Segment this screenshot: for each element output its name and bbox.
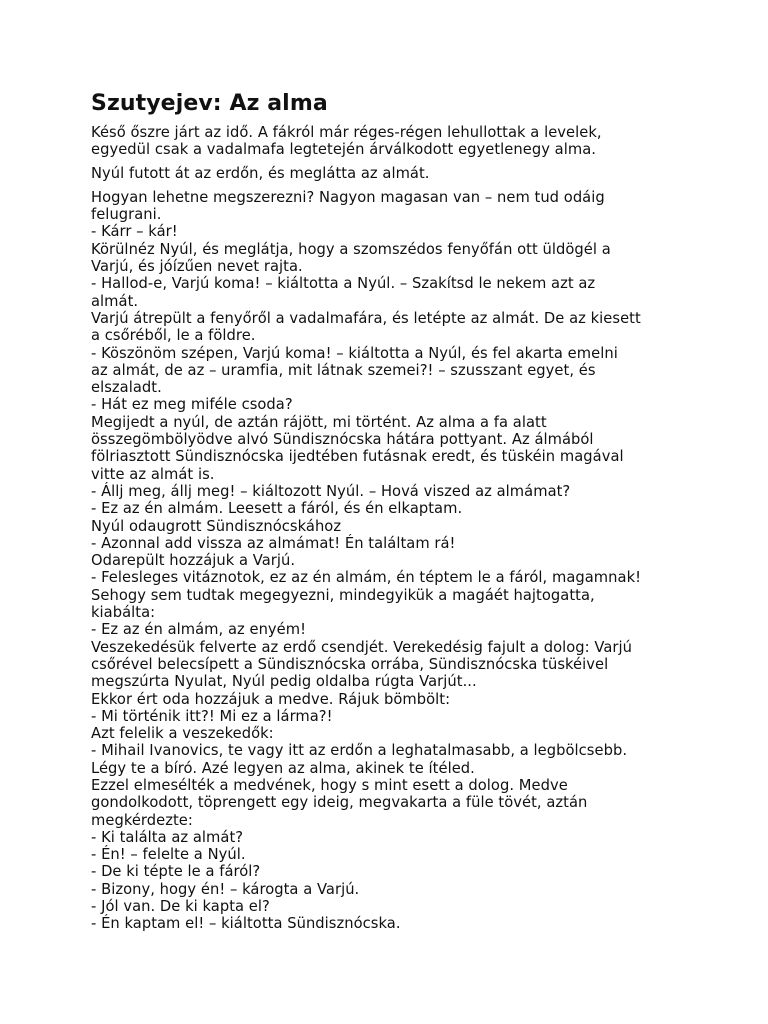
text-line: Megijedt a nyúl, de aztán rájött, mi történt. Az alma a fa alatt: [91, 413, 547, 431]
text-line: Veszekedésük felverte az erdő csendjét. Verekedésig fajult a dolog: Varjú: [91, 638, 632, 656]
text-line: - Hát ez meg miféle csoda?: [91, 396, 293, 414]
text-line: - Felesleges vitáznotok, ez az én almám, én téptem le a fáról, magamnak!: [91, 569, 642, 587]
text-line: - Ki találta az almát?: [91, 828, 244, 846]
text-line: - Köszönöm szépen, Varjú koma! – kiáltotta a Nyúl, és fel akarta emelni: [91, 344, 618, 362]
text-line: Ekkor ért oda hozzájuk a medve. Rájuk bömbölt:: [91, 690, 451, 708]
text-line: - Jól van. De ki kapta el?: [91, 898, 270, 916]
text-line: megszúrta Nyulat, Nyúl pedig oldalba rúgta Varjút...: [91, 673, 477, 691]
text-line: Varjú átrepült a fenyőről a vadalmafára, és letépte az almát. De az kiesett: [91, 309, 641, 327]
text-line: a csőréből, le a földre.: [91, 327, 256, 345]
text-line: - Én! – felelte a Nyúl.: [91, 846, 246, 864]
text-line: Nyúl odaugrott Sündisznócskához: [91, 517, 342, 535]
text-line: Nyúl futott át az erdőn, és meglátta az almát.: [91, 165, 430, 183]
text-line: vitte az almát is.: [91, 465, 215, 483]
intro-paragraph-1: [91, 124, 691, 159]
text-line: elszaladt.: [91, 379, 162, 397]
text-line: - Mi történik itt?! Mi ez a lárma?!: [91, 707, 333, 725]
text-line: Odarepült hozzájuk a Varjú.: [91, 552, 296, 570]
text-line: - Azonnal add vissza az almámat! Én találtam rá!: [91, 534, 456, 552]
text-line: megkérdezte:: [91, 811, 193, 829]
text-line: - Én kaptam el! – kiáltotta Sündisznócska.: [91, 915, 401, 933]
text-line: - Kárr – kár!: [91, 223, 178, 241]
text-line: Sehogy sem tudtak megegyezni, mindegyikük a magáét hajtogatta,: [91, 586, 595, 604]
intro-paragraph-2: [91, 165, 691, 182]
text-line: - Ez az én almám, az enyém!: [91, 621, 307, 639]
text-line: csőrével belecsípett a Sündisznócska orrába, Sündisznócska tüskéivel: [91, 655, 609, 673]
text-line: fölriasztott Sündisznócska ijedtében futásnak eredt, és tüskéin magával: [91, 448, 624, 466]
text-line: kiabálta:: [91, 604, 156, 622]
text-line: - Mihail Ivanovics, te vagy itt az erdőn a leghatalmasabb, a legbölcsebb.: [91, 742, 628, 760]
text-line: Hogyan lehetne megszerezni? Nagyon magasan van – nem tud odáig: [91, 188, 605, 206]
document-title: Szutyejev: Az alma: [91, 91, 328, 116]
text-line: Légy te a bíró. Azé legyen az alma, akinek te ítéled.: [91, 759, 475, 777]
text-line: Ezzel elmesélték a medvének, hogy s mint esett a dolog. Medve: [91, 776, 568, 794]
document-page: [91, 88, 691, 933]
text-line: - De ki tépte le a fáról?: [91, 863, 261, 881]
text-line: az almát, de az – uramfia, mit látnak szemei?! – szusszant egyet, és: [91, 361, 596, 379]
text-line: felugrani.: [91, 206, 162, 224]
text-line: - Állj meg, állj meg! – kiáltozott Nyúl. – Hová viszed az almámat?: [91, 482, 571, 500]
text-line: összegömbölyödve alvó Sündisznócska hátára pottyant. Az álmából: [91, 431, 594, 449]
text-line: egyedül csak a vadalmafa legtetején árválkodott egyetlenegy alma.: [91, 141, 596, 159]
text-line: - Hallod-e, Varjú koma! – kiáltotta a Nyúl. – Szakítsd le nekem azt az: [91, 275, 596, 293]
text-line: almát.: [91, 292, 139, 310]
text-line: Késő őszre járt az idő. A fákról már réges-régen lehullottak a levelek,: [91, 124, 602, 141]
text-line: - Ez az én almám. Leesett a fáról, és én elkaptam.: [91, 500, 463, 518]
text-line: - Bizony, hogy én! – károgta a Varjú.: [91, 880, 360, 898]
story-body: [91, 189, 691, 933]
text-line: Azt felelik a veszekedők:: [91, 725, 274, 743]
text-line: gondolkodott, töprengett egy ideig, megvakarta a füle tövét, aztán: [91, 794, 588, 812]
text-line: Varjú, és jóízűen nevet rajta.: [91, 258, 303, 276]
text-line: Körülnéz Nyúl, és meglátja, hogy a szomszédos fenyőfán ott üldögél a: [91, 240, 611, 258]
